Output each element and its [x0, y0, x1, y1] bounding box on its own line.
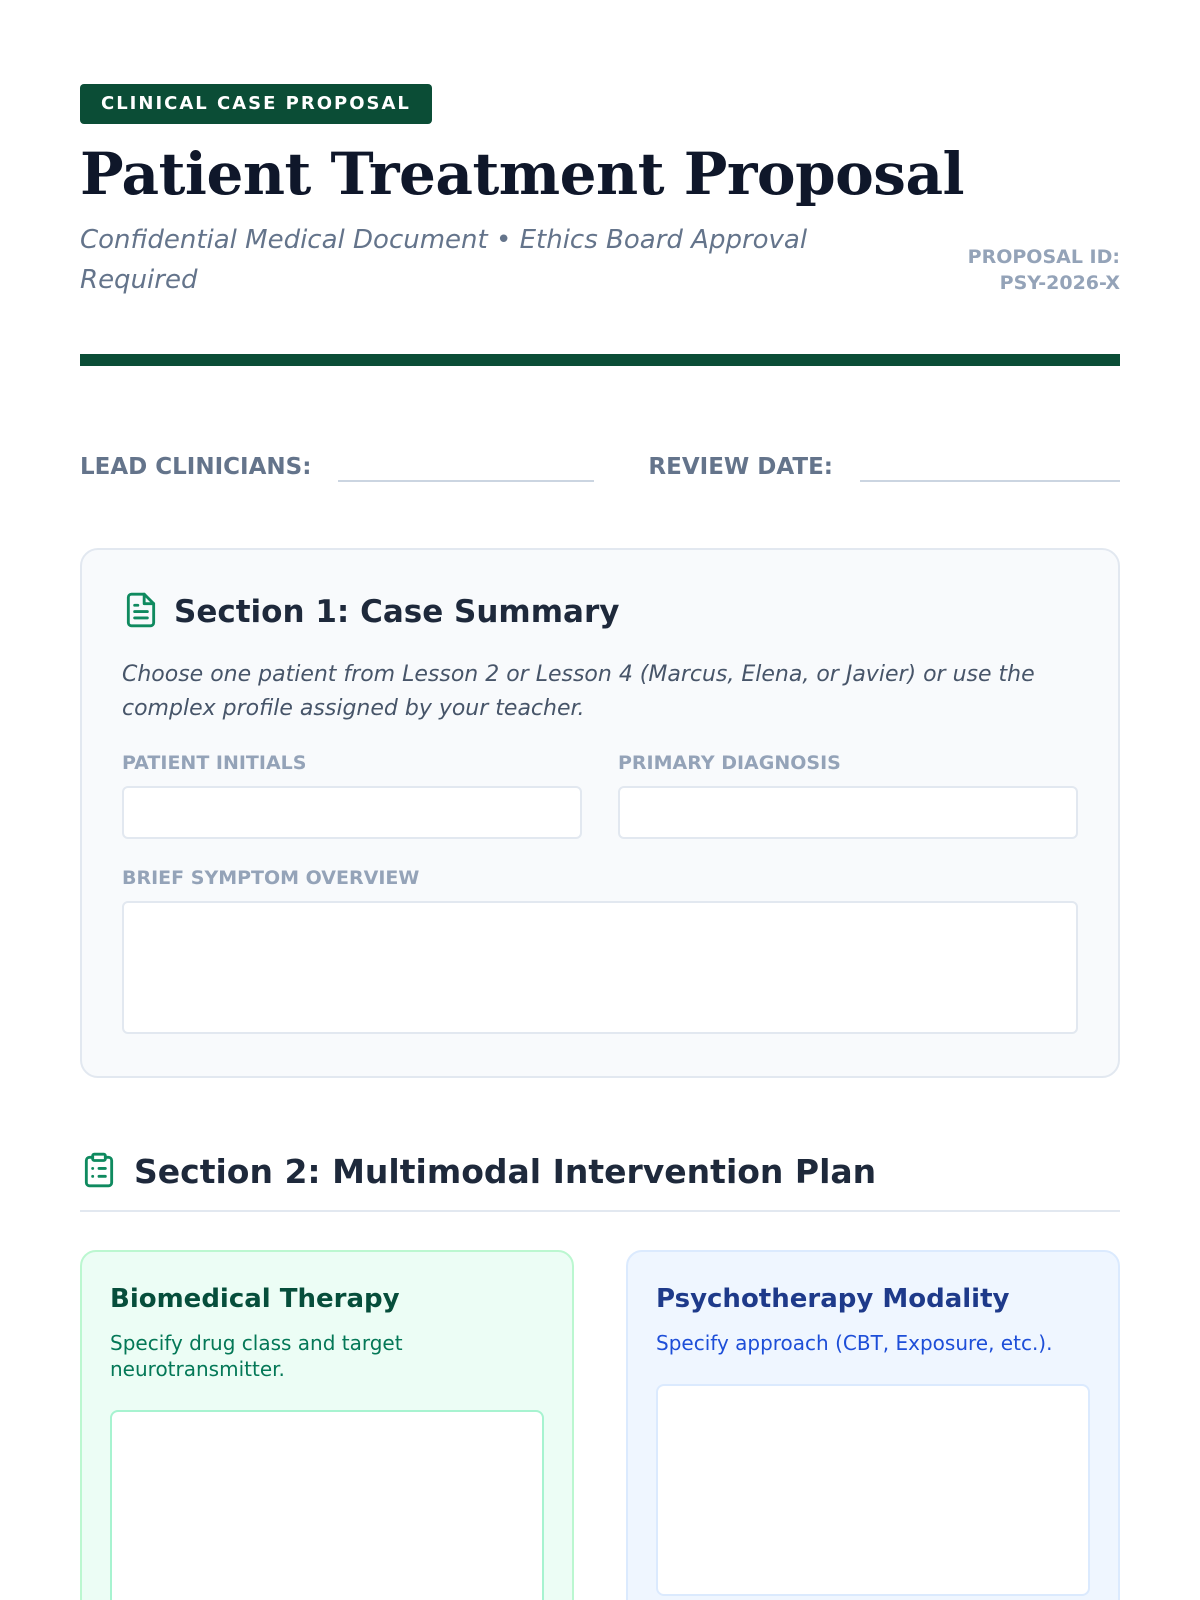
patient-initials-group: [122, 750, 582, 839]
case-summary-instructions: Choose one patient from Lesson 2 or Lesson 4 (Marcus, Elena, or Javier) or use the complex profile assigned by your teacher.: [122, 662, 1035, 721]
clipboard-list-icon: [80, 1150, 118, 1194]
proposal-id: PROPOSAL ID: PSY-2026-X: [967, 246, 1120, 294]
subtitle-row: [80, 220, 1120, 300]
document-type-tag: CLINICAL CASE PROPOSAL: [80, 84, 432, 124]
page-subtitle: Confidential Medical Document • Ethics Board Approval Required: [80, 225, 808, 295]
psychotherapy-modality-title: Psychotherapy Modality: [656, 1284, 1010, 1314]
symptom-overview-textarea[interactable]: [122, 901, 1078, 1034]
biomedical-therapy-title: Biomedical Therapy: [110, 1284, 400, 1314]
intervention-plan-header: [80, 1150, 1120, 1212]
patient-initials-label: PATIENT INITIALS: [122, 752, 307, 774]
patient-initials-input[interactable]: [122, 786, 582, 839]
lead-clinicians-field[interactable]: [338, 450, 594, 482]
symptom-overview-group: [122, 865, 1078, 1034]
patient-field-row: [122, 750, 1078, 839]
document-icon: [122, 590, 160, 634]
biomedical-therapy-textarea[interactable]: [110, 1410, 544, 1600]
case-summary-section: [80, 548, 1120, 1078]
case-summary-header: [122, 590, 1078, 634]
primary-diagnosis-label: PRIMARY DIAGNOSIS: [618, 752, 841, 774]
review-date-field[interactable]: [860, 450, 1120, 482]
primary-diagnosis-group: [618, 750, 1078, 839]
intervention-plan-title: Section 2: Multimodal Intervention Plan: [134, 1152, 877, 1191]
primary-diagnosis-input[interactable]: [618, 786, 1078, 839]
intervention-cards: [80, 1250, 1120, 1600]
psychotherapy-modality-description: Specify approach (CBT, Exposure, etc.).: [656, 1331, 1053, 1355]
biomedical-therapy-description: Specify drug class and target neurotransmitter.: [110, 1331, 403, 1381]
symptom-overview-label: BRIEF SYMPTOM OVERVIEW: [122, 867, 420, 889]
header-divider: [80, 354, 1120, 366]
meta-row: [80, 450, 1120, 482]
page-title: Patient Treatment Proposal: [80, 140, 965, 208]
biomedical-therapy-card: [80, 1250, 574, 1600]
psychotherapy-modality-card: [626, 1250, 1120, 1600]
psychotherapy-modality-textarea[interactable]: [656, 1384, 1090, 1596]
lead-clinicians-label: LEAD CLINICIANS:: [80, 454, 312, 480]
case-summary-title: Section 1: Case Summary: [174, 594, 620, 630]
review-date-label: REVIEW DATE:: [648, 454, 833, 480]
